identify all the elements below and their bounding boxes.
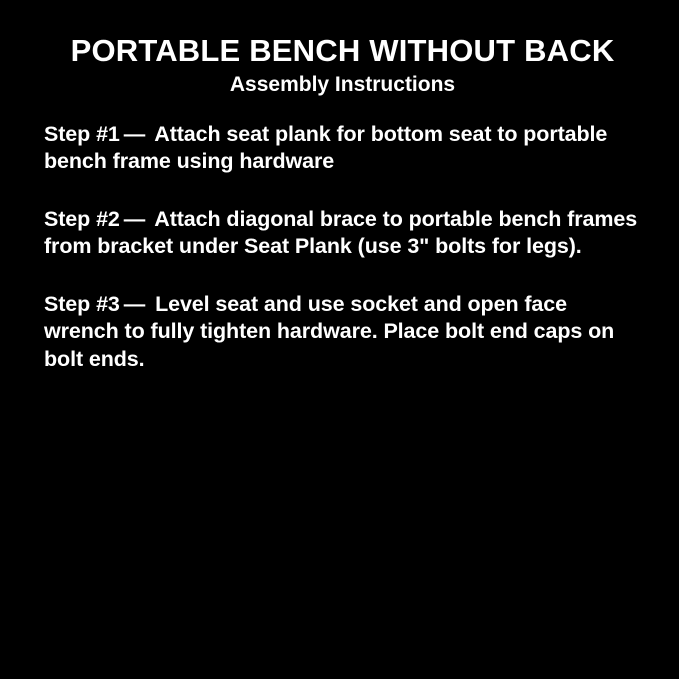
list-item: [44, 121, 641, 176]
list-item: [44, 291, 641, 374]
step-dash: —: [123, 121, 146, 146]
list-item: [44, 206, 641, 261]
page-title: PORTABLE BENCH WITHOUT BACK: [70, 33, 615, 68]
step-label: Step #3: [44, 291, 120, 316]
page-subtitle: Assembly Instructions: [229, 72, 456, 96]
step-dash: —: [123, 206, 146, 231]
step-dash: —: [123, 291, 146, 316]
step-label: Step #1: [44, 121, 120, 146]
step-text: Attach diagonal brace to portable bench frames from bracket under Seat Plank (use 3" bolts for legs).: [44, 206, 638, 259]
step-label: Step #2: [44, 206, 120, 231]
steps-list: [44, 121, 641, 374]
step-text: Level seat and use socket and open face wrench to fully tighten hardware. Place bolt end caps on bolt ends.: [44, 291, 615, 371]
step-text: Attach seat plank for bottom seat to portable bench frame using hardware: [44, 121, 608, 174]
